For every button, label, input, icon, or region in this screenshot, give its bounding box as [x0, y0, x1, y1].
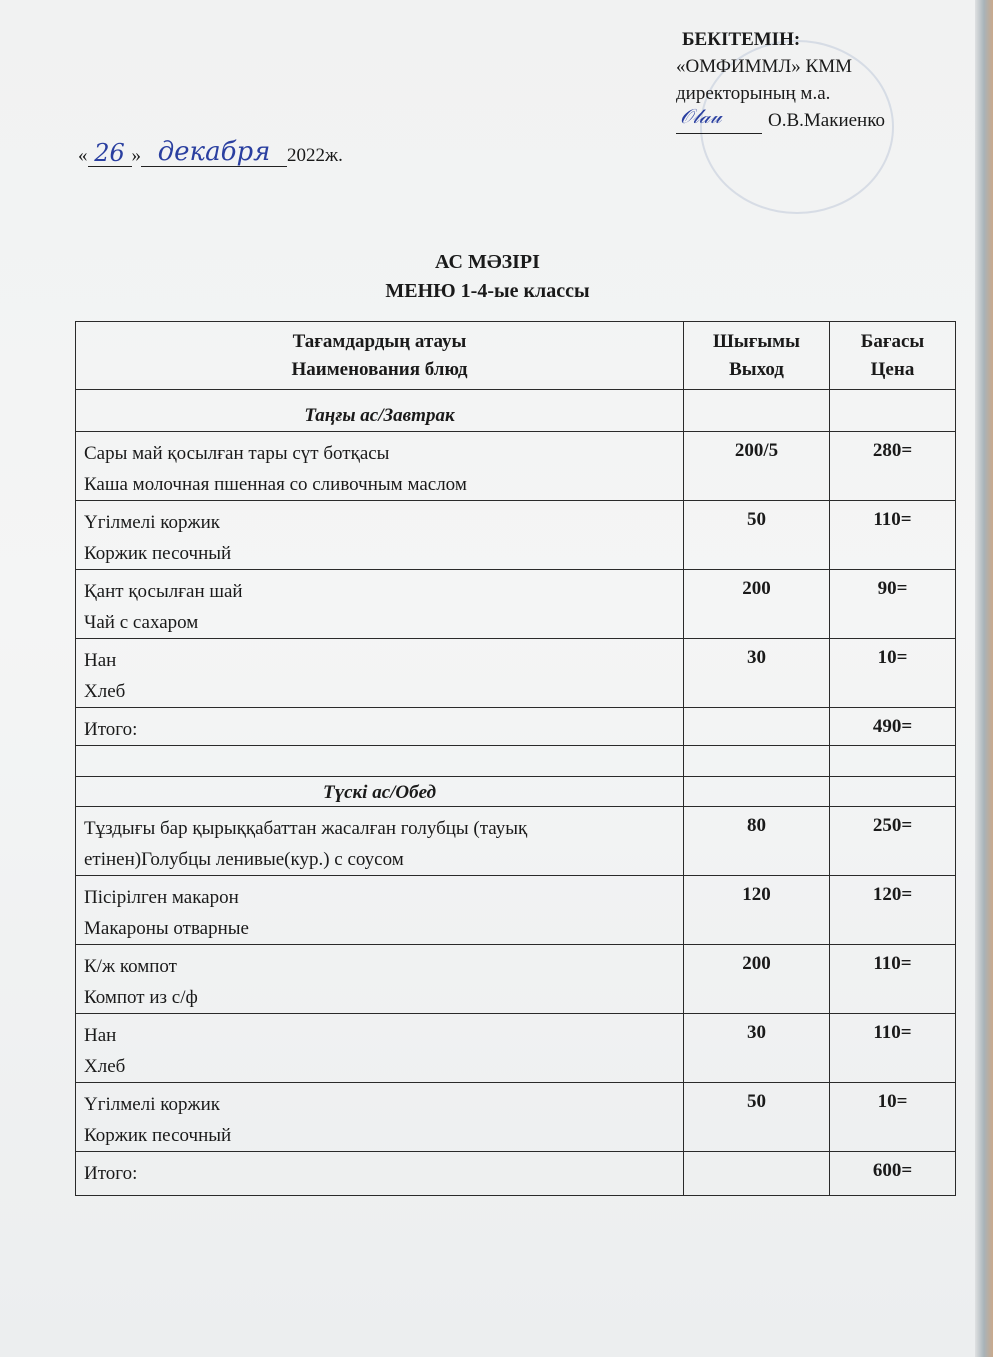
signature-line	[676, 104, 762, 134]
dish-name-kk: Тұздығы бар қырыққабаттан жасалған голубцы (тауық	[84, 818, 528, 839]
dish-price: 10=	[830, 1083, 956, 1152]
dish-price: 110=	[830, 501, 956, 570]
dish-yield: 50	[684, 1083, 830, 1152]
signature-row	[676, 104, 885, 134]
dish-name-kk: Үгілмелі коржик	[84, 1094, 221, 1115]
dish-name-ru: Каша молочная пшенная со сливочным маслом	[84, 474, 467, 495]
table-row	[76, 570, 956, 639]
dish-name-cell	[76, 807, 684, 876]
dish-name-kk: Нан	[84, 1025, 117, 1046]
signatory-name: О.В.Макиенко	[768, 110, 885, 131]
dish-yield: 200	[684, 945, 830, 1014]
dish-name-ru: Коржик песочный	[84, 543, 232, 564]
dish-name-kk: Үгілмелі коржик	[84, 512, 221, 533]
approval-block	[676, 26, 885, 134]
dish-name-kk: К/ж компот	[84, 956, 177, 977]
empty-cell	[684, 1152, 830, 1196]
dish-name-kk: Сары май қосылған тары сүт ботқасы	[84, 443, 390, 464]
total-row-lunch	[76, 1152, 956, 1196]
dish-price: 110=	[830, 1014, 956, 1083]
dish-price: 110=	[830, 945, 956, 1014]
total-price: 600=	[830, 1152, 956, 1196]
dish-name-ru: Компот из с/ф	[84, 987, 198, 1008]
approval-title: БЕКІТЕМІН:	[682, 29, 801, 50]
header-name-kk: Тағамдардың атауы	[292, 330, 467, 352]
empty-cell	[684, 777, 830, 807]
total-label: Итого:	[76, 1152, 684, 1196]
date-line	[78, 138, 343, 167]
dish-yield: 30	[684, 639, 830, 708]
total-price: 490=	[830, 708, 956, 746]
date-close-quote: »	[131, 145, 141, 166]
table-row	[76, 501, 956, 570]
dish-yield: 200	[684, 570, 830, 639]
dish-yield: 80	[684, 807, 830, 876]
page-edge-background	[975, 0, 993, 1357]
handwritten-signature: 𝒪𝓁𝒶𝓊	[680, 104, 722, 128]
empty-cell	[684, 708, 830, 746]
dish-yield: 200/5	[684, 432, 830, 501]
menu-title-ru: МЕНЮ 1-4-ые классы	[385, 280, 590, 302]
empty-cell	[76, 746, 684, 777]
dish-price: 90=	[830, 570, 956, 639]
total-row-breakfast	[76, 708, 956, 746]
header-price-ru: Цена	[870, 358, 915, 380]
table-row	[76, 432, 956, 501]
dish-name-cell	[76, 945, 684, 1014]
table-row	[76, 807, 956, 876]
empty-cell	[684, 746, 830, 777]
total-label: Итого:	[76, 708, 684, 746]
table-row	[76, 876, 956, 945]
header-yield	[684, 322, 830, 390]
dish-yield: 120	[684, 876, 830, 945]
table-header-row	[76, 322, 956, 390]
header-name	[76, 322, 684, 390]
dish-name-cell	[76, 432, 684, 501]
dish-name-ru: Чай с сахаром	[84, 612, 199, 633]
dish-price: 120=	[830, 876, 956, 945]
header-yield-ru: Выход	[729, 358, 784, 380]
dish-name-ru: Макароны отварные	[84, 918, 249, 939]
empty-cell	[684, 390, 830, 432]
header-name-ru: Наименования блюд	[291, 358, 468, 380]
dish-name-cell	[76, 570, 684, 639]
header-yield-kk: Шығымы	[713, 330, 800, 352]
blank-row	[76, 746, 956, 777]
dish-name-kk: Қант қосылған шай	[84, 581, 243, 602]
table-row	[76, 1083, 956, 1152]
date-day: 26	[88, 140, 132, 167]
section-row-lunch	[76, 777, 956, 807]
table-row	[76, 1014, 956, 1083]
dish-name-ru: Коржик песочный	[84, 1125, 232, 1146]
dish-name-cell	[76, 1014, 684, 1083]
dish-price: 10=	[830, 639, 956, 708]
section-title: Түскі ас/Обед	[76, 777, 684, 807]
date-month: декабря	[141, 138, 287, 167]
dish-name-cell	[76, 639, 684, 708]
dish-price: 250=	[830, 807, 956, 876]
date-year: 2022ж.	[287, 145, 343, 166]
approval-org: «ОМФИММЛ» КММ	[676, 56, 852, 77]
header-price	[830, 322, 956, 390]
header-price-kk: Бағасы	[860, 330, 925, 352]
section-title: Таңғы ас/Завтрак	[76, 390, 684, 432]
section-row-breakfast	[76, 390, 956, 432]
date-open-quote: «	[78, 145, 88, 166]
menu-title-kk: АС МӘЗІРІ	[435, 251, 540, 273]
dish-name-ru: Хлеб	[84, 681, 126, 702]
dish-price: 280=	[830, 432, 956, 501]
dish-yield: 30	[684, 1014, 830, 1083]
table-row	[76, 639, 956, 708]
dish-name-kk: Нан	[84, 650, 117, 671]
dish-name-ru: етінен)Голубцы ленивые(кур.) с соусом	[84, 849, 404, 870]
empty-cell	[830, 390, 956, 432]
dish-name-ru: Хлеб	[84, 1056, 126, 1077]
dish-name-cell	[76, 1083, 684, 1152]
empty-cell	[830, 777, 956, 807]
dish-name-cell	[76, 876, 684, 945]
menu-table	[75, 321, 956, 1196]
dish-yield: 50	[684, 501, 830, 570]
dish-name-kk: Пісірілген макарон	[84, 887, 239, 908]
dish-name-cell	[76, 501, 684, 570]
table-row	[76, 945, 956, 1014]
approval-position: директорының м.а.	[676, 83, 831, 104]
empty-cell	[830, 746, 956, 777]
